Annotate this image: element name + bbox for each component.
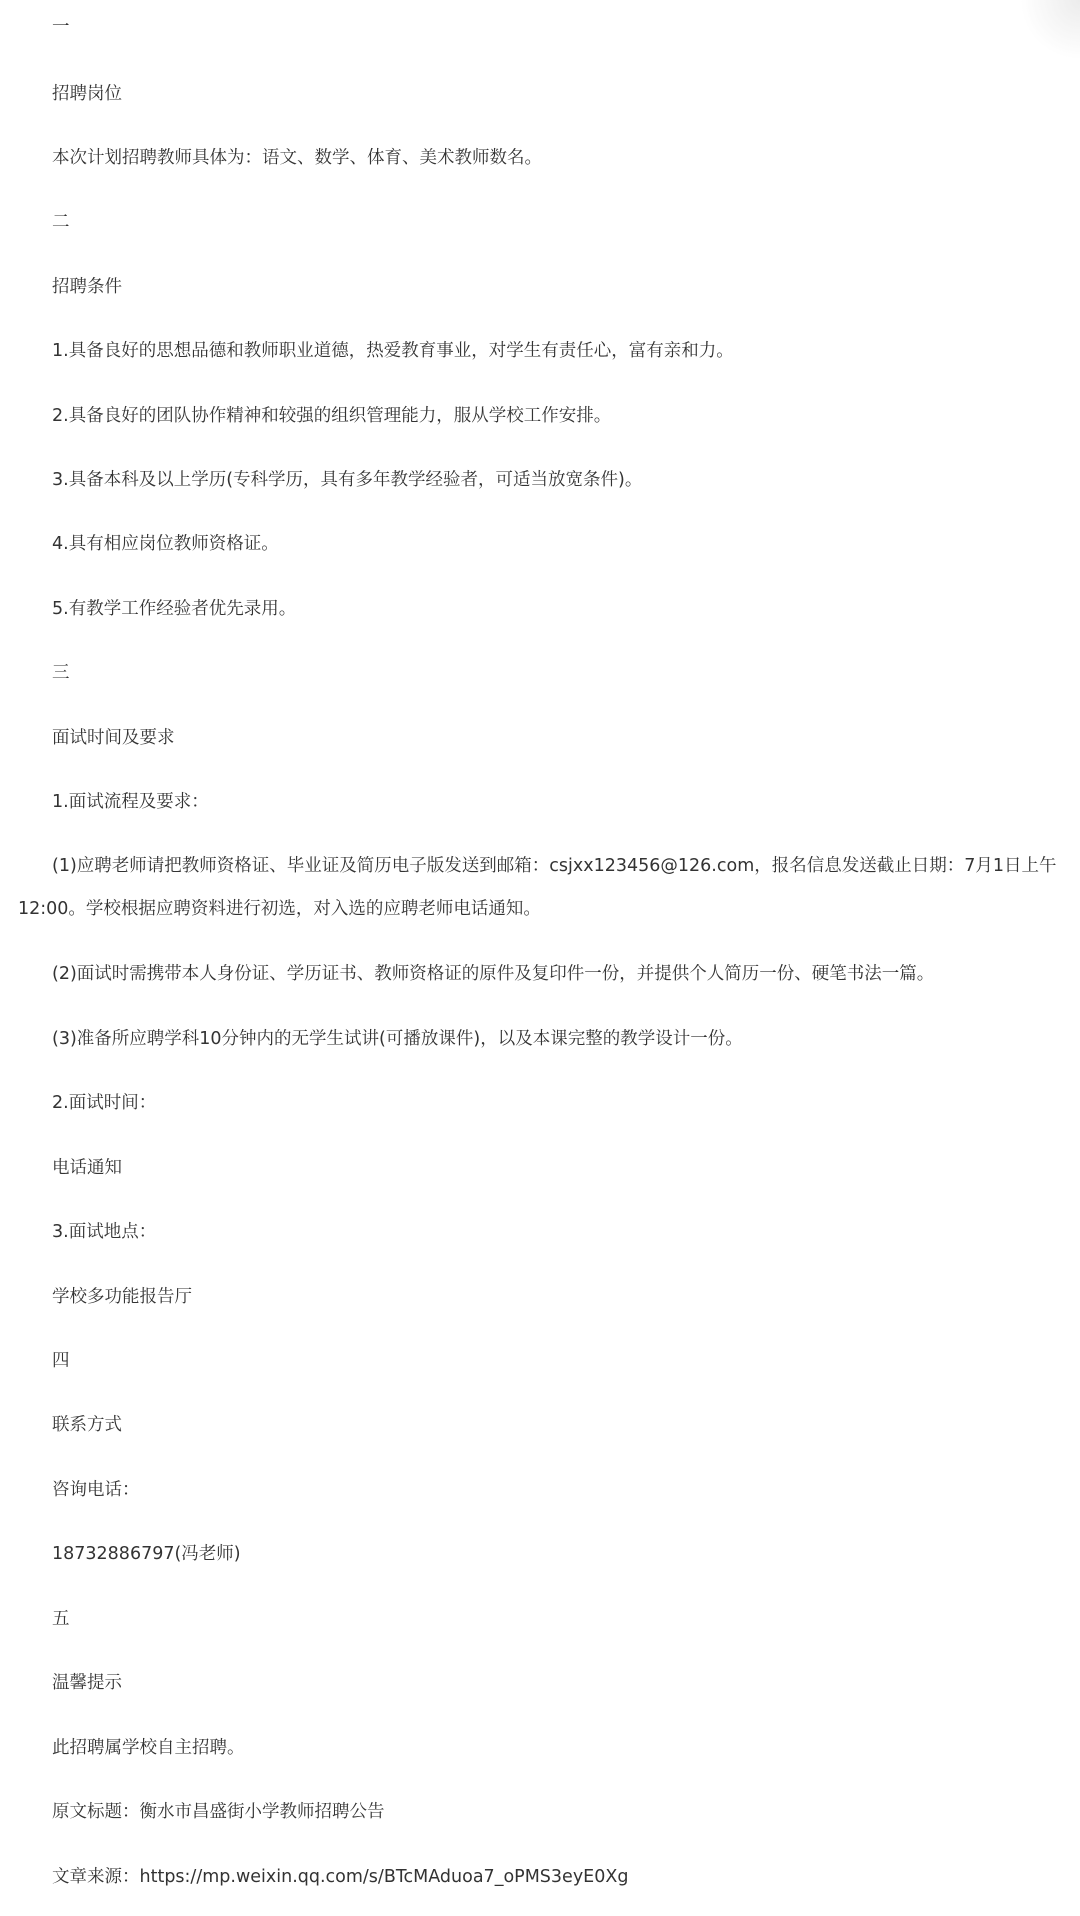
corner-shadow	[1020, 0, 1080, 60]
paragraph: 原文标题：衡水市昌盛街小学教师招聘公告	[52, 1802, 385, 1822]
paragraph: 5.有教学工作经验者优先录用。	[52, 599, 297, 619]
paragraph: 学校多功能报告厅	[52, 1287, 192, 1307]
section-number: 五	[52, 1609, 70, 1629]
section-number: 三	[52, 663, 70, 683]
section-heading: 招聘岗位	[52, 84, 122, 104]
section-heading: 联系方式	[52, 1415, 122, 1435]
paragraph: 4.具有相应岗位教师资格证。	[52, 534, 279, 554]
paragraph: 咨询电话：	[52, 1480, 140, 1500]
paragraph: (3)准备所应聘学科10分钟内的无学生试讲(可播放课件)，以及本课完整的教学设计一份。	[52, 1029, 743, 1049]
paragraph: 2.具备良好的团队协作精神和较强的组织管理能力，服从学校工作安排。	[52, 406, 612, 426]
source-link[interactable]: 文章来源：https://mp.weixin.qq.com/s/BTcMAduoa7_oPMS3eyE0Xg	[52, 1867, 629, 1887]
paragraph: 1.面试流程及要求：	[52, 792, 209, 812]
section-number: 四	[52, 1351, 70, 1371]
paragraph: 此招聘属学校自主招聘。	[52, 1738, 245, 1758]
section-heading: 招聘条件	[52, 277, 122, 297]
paragraph: 电话通知	[52, 1158, 122, 1178]
paragraph: (2)面试时需携带本人身份证、学历证书、教师资格证的原件及复印件一份，并提供个人简历一份、硬笔书法一篇。	[52, 964, 935, 984]
paragraph: 3.具备本科及以上学历(专科学历，具有多年教学经验者，可适当放宽条件)。	[52, 470, 643, 490]
paragraph: 本次计划招聘教师具体为：语文、数学、体育、美术教师数名。	[52, 148, 542, 168]
paragraph: (1)应聘老师请把教师资格证、毕业证及简历电子版发送到邮箱：csjxx123456@126.com，报名信息发送截止日期：7月1日上午12:00。学校根据应聘资料进行初选，对入选的应聘老师电话通知。	[18, 856, 1057, 919]
paragraph: 1.具备良好的思想品德和教师职业道德，热爱教育事业，对学生有责任心，富有亲和力。	[52, 341, 734, 361]
section-heading: 面试时间及要求	[52, 728, 175, 748]
section-number: 二	[52, 212, 70, 232]
paragraph: 18732886797(冯老师)	[52, 1544, 241, 1564]
paragraph: 3.面试地点：	[52, 1222, 157, 1242]
section-number: 一	[52, 17, 70, 37]
paragraph: 2.面试时间：	[52, 1093, 157, 1113]
section-heading: 温馨提示	[52, 1673, 122, 1693]
